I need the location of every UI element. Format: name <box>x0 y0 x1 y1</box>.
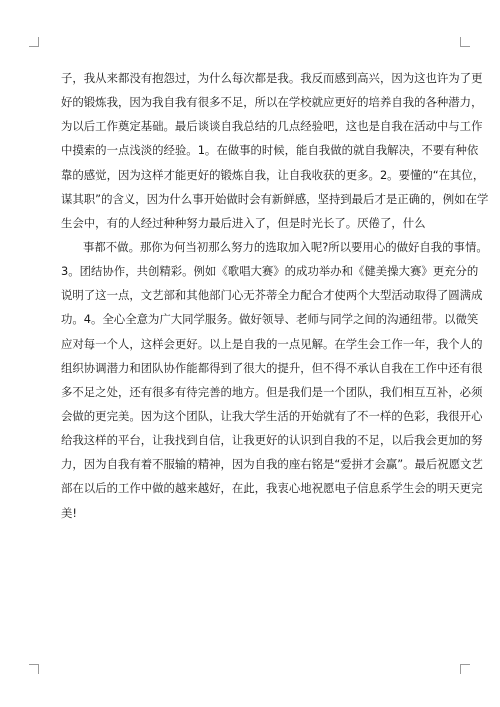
text-line: 给我这样的平台，让我找到自信，让我更好的认识到自我的不足，以后我会更加的努 <box>61 433 483 448</box>
text-line: 中摸索的一点浅淡的经验。1。在做事的时候，能自我做的就自我解决，不要有种依 <box>61 143 479 158</box>
text-line: 组织协调潜力和团队协作能都得到了很大的提升，但不得不承认自我在工作中还有很 <box>61 360 483 375</box>
crop-mark-top-left <box>29 37 39 47</box>
text-line: 生会中，有的人经过种种努力最后进入了，但是时光长了。厌倦了，什么 <box>61 215 426 230</box>
text-line: 3。团结协作，共创精彩。例如《歌唱大赛》的成功举办和《健美操大赛》更充分的 <box>61 264 479 279</box>
crop-mark-bottom-right <box>460 664 470 674</box>
crop-mark-bottom-left <box>29 664 39 674</box>
body-text <box>61 66 489 525</box>
text-line: 为以后工作奠定基础。最后谈谈自我总结的几点经验吧，这也是自我在活动中与工作 <box>61 119 483 134</box>
text-line: 会做的更完美。因为这个团队，让我大学生活的开始就有了不一样的色彩，我很开心 <box>61 408 483 423</box>
text-line: 说明了这一点，文艺部和其他部门心无芥蒂全力配合才使两个大型活动取得了圆满成 <box>61 288 483 303</box>
text-line: 谋其职”的含义，因为什么事开始做时会有新鲜感，坚持到最后才是正确的，例如在学 <box>61 191 489 206</box>
text-line: 功。4。全心全意为广大同学服务。做好领导、老师与同学之间的沟通纽带。以微笑 <box>61 312 479 327</box>
text-line: 应对每一个人，这样会更好。以上是自我的一点见解。在学生会工作一年，我个人的 <box>61 336 483 351</box>
text-line: 子，我从来都没有抱怨过，为什么每次都是我。我反而感到高兴，因为这也许为了更 <box>61 71 483 85</box>
text-line: 好的锻炼我，因为我自我有很多不足，所以在学校就应更好的培养自我的各种潜力， <box>61 95 483 110</box>
text-line: 事都不做。那你为何当初那么努力的选取加入呢?所以要用心的做好自我的事情。 <box>83 239 488 254</box>
crop-mark-top-right <box>460 37 470 47</box>
text-line: 力，因为自我有着不服输的精神，因为自我的座右铭是“爱拼才会赢”。最后祝愿文艺 <box>61 457 483 472</box>
text-line: 美! <box>61 505 77 520</box>
text-line: 靠的感觉，因为这样才能更好的锻炼自我，让自我收获的更多。2。要懂的“在其位， <box>61 167 485 182</box>
text-line: 部在以后的工作中做的越来越好，在此，我衷心地祝愿电子信息系学生会的明天更完 <box>61 481 483 496</box>
text-line: 多不足之处，还有很多有待完善的地方。但是我们是一个团队，我们相互互补，必须 <box>61 384 483 399</box>
